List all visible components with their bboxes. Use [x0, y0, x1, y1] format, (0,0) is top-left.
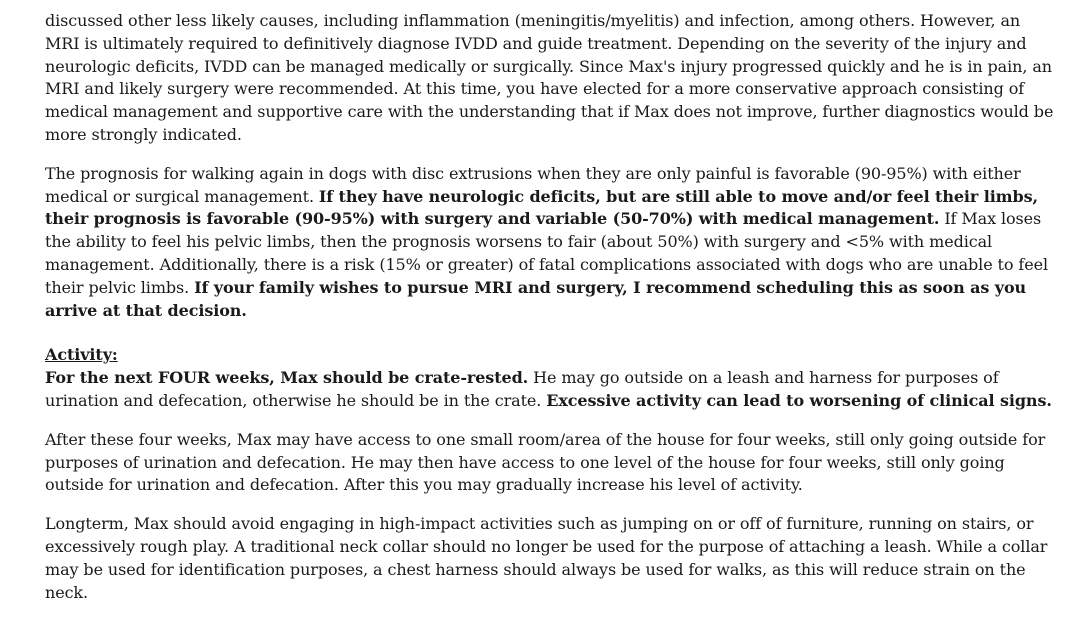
- paragraph-crate-rest: [45, 367, 1055, 413]
- prognosis-bold-1: If they have neurologic deficits, but are still able to move and/or feel their limbs, their prognosis is favorable (90-95%) with surgery and variable (50-70%) with medical management.: [45, 186, 1038, 229]
- crate-rest-text: He may go outside on a leash and harness for purposes of urination and defecation, otherwise he should be in the crate.: [45, 368, 999, 410]
- prognosis-bold-2: If your family wishes to pursue MRI and surgery, I recommend scheduling this as soon as you arrive at that decision.: [45, 277, 1027, 320]
- after-four-weeks-text: After these four weeks, Max may have access to one small room/area of the house for four weeks, still only going outside for purposes of urination and defecation. He may then have access to one level of the house for four weeks, still only going outside for urination and defecation. After this you may gradually increase his level of activity.: [45, 429, 1046, 495]
- paragraph-longterm: [45, 513, 1055, 604]
- longterm-text: Longterm, Max should avoid engaging in high-impact activities such as jumping on or off of furniture, running on stairs, or excessively rough play. A traditional neck collar should no longer be used for the purpose of attaching a leash. While a collar may be used for identification purposes, a chest harness should always be used for walks, as this will reduce strain on the neck.: [45, 514, 1048, 602]
- prognosis-text-2: If Max loses the ability to feel his pelvic limbs, then the prognosis worsens to fair (about 50%) with surgery and <5% with medical management. Additionally, there is a risk (15% or greater) of fatal complications associated with dogs who are unable to feel their pelvic limbs.: [45, 209, 1048, 297]
- diagnosis-text: discussed other less likely causes, including inflammation (meningitis/myelitis) and infection, among others. However, an MRI is ultimately required to definitively diagnose IVDD and guide treatment. Depending on the severity of the injury and neurologic deficits, IVDD can be managed medically or surgically. Since Max's injury progressed quickly and he is in pain, an MRI and likely surgery were recommended. At this time, you have elected for a more conservative approach consisting of medical management and supportive care with the understanding that if Max does not improve, further diagnostics would be more strongly indicated.: [45, 11, 1054, 144]
- crate-rest-warning: Excessive activity can lead to worsening of clinical signs.: [546, 390, 1052, 410]
- activity-heading: Activity:: [45, 345, 118, 365]
- paragraph-after-four-weeks: [45, 429, 1055, 497]
- crate-rest-bold: For the next FOUR weeks, Max should be crate-rested.: [45, 368, 529, 388]
- prognosis-text-1: The prognosis for walking again in dogs with disc extrusions when they are only painful is favorable (90-95%) with either medical or surgical management.: [45, 163, 1021, 206]
- paragraph-diagnosis: [45, 10, 1055, 147]
- paragraph-prognosis: [45, 163, 1055, 323]
- document-body: [45, 10, 1055, 620]
